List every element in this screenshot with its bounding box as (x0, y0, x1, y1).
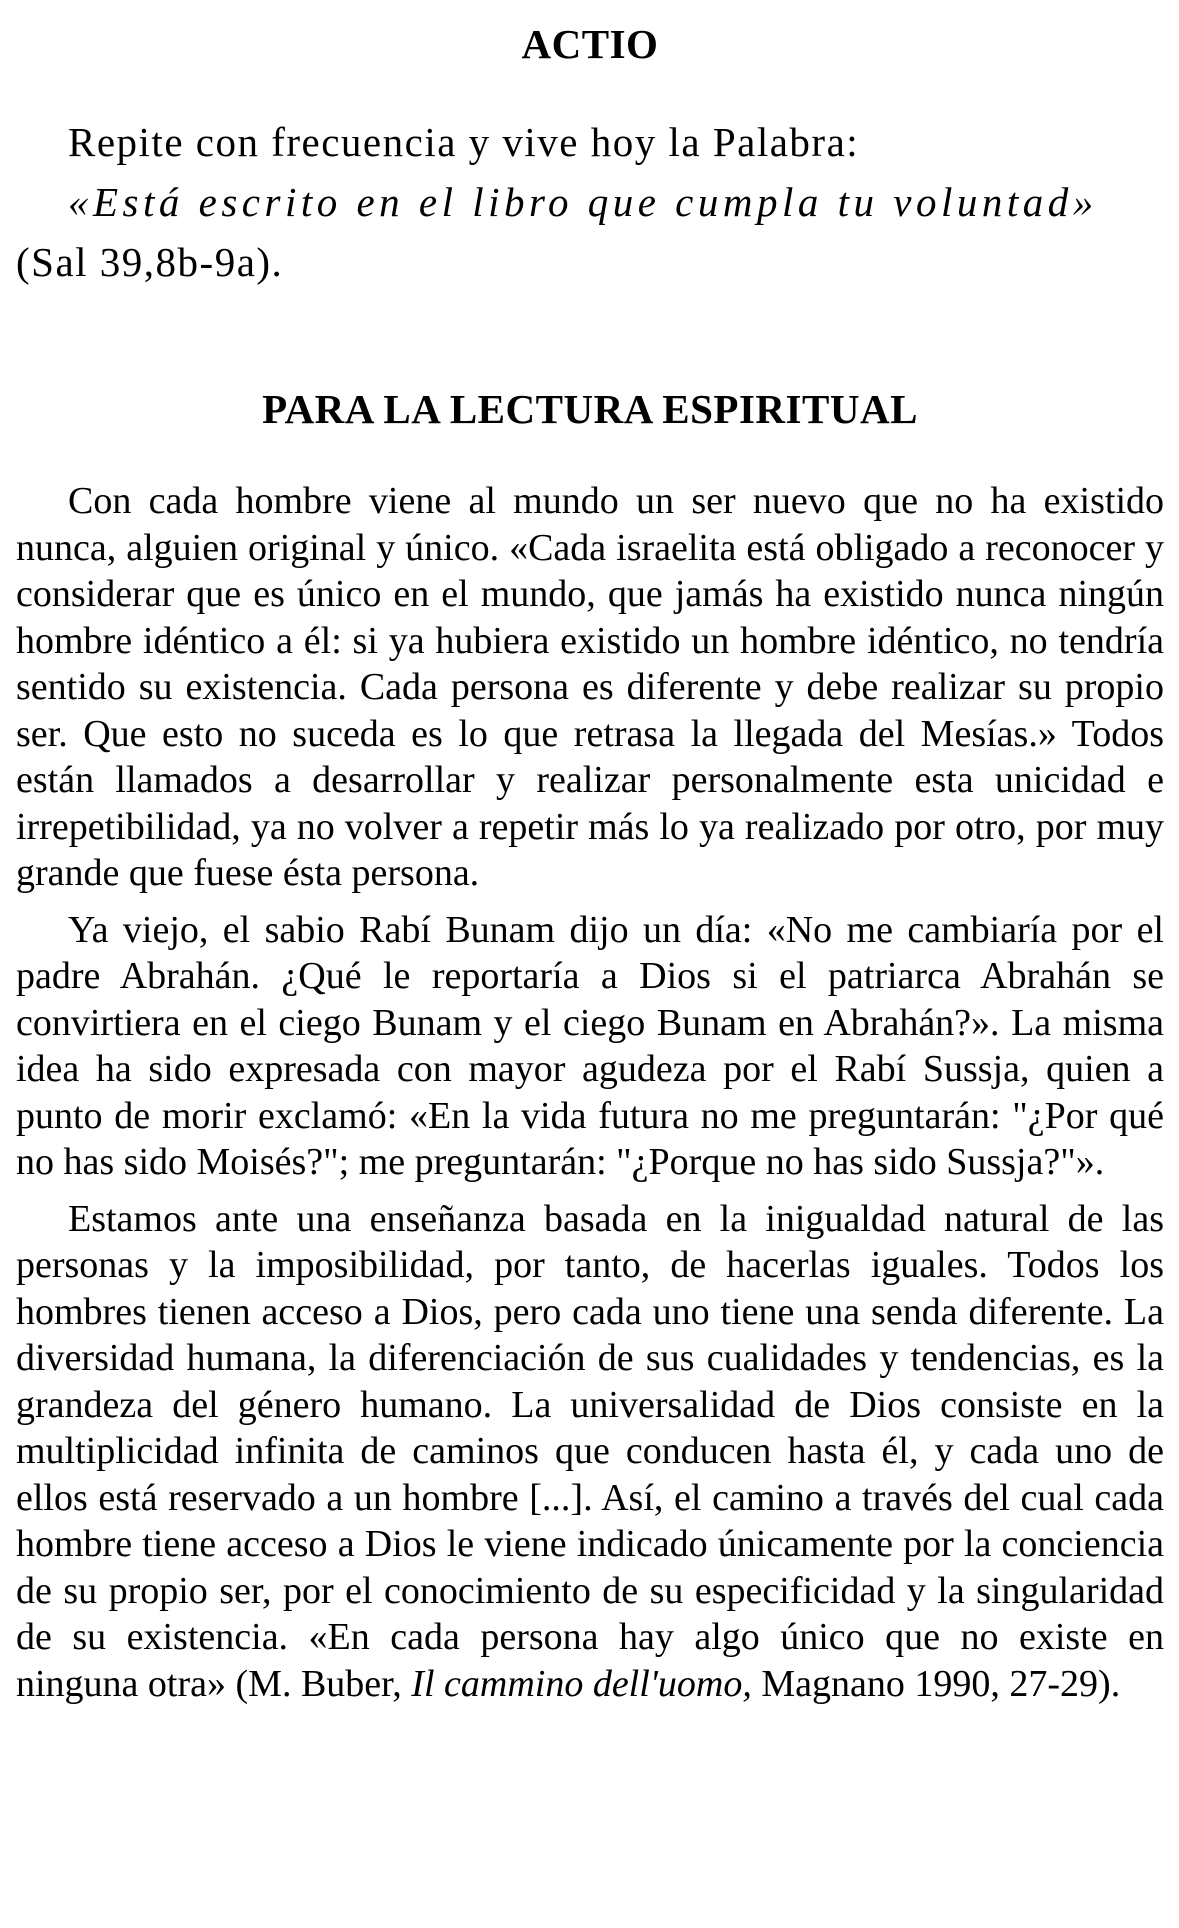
section-title-actio: ACTIO (521, 21, 659, 67)
lectura-body (16, 478, 1164, 1717)
section-title-lectura: PARA LA LECTURA ESPIRITUAL (262, 386, 918, 432)
paragraph-1: Con cada hombre viene al mundo un ser nuevo que no ha existido nunca, alguien original y único. «Cada israelita está obligado a reconocer y considerar que es único en el mundo, que jamás ha existido nunca ningún hombre idéntico a él: si ya hubiera existido un hombre idéntico, no tendría sentido su existencia. Cada persona es diferente y debe realizar su propio ser. Que esto no suceda es lo que retrasa la llegada del Mesías.» Todos están llamados a desarrollar y realizar personalmente esta unicidad e irrepetibilidad, ya no volver a repetir más lo ya realizado por otro, por muy grande que fuese ésta persona. (16, 480, 1164, 894)
paragraph-3 (16, 1196, 1164, 1708)
actio-quote: «Está escrito en el libro que cumpla tu voluntad» (68, 179, 1098, 225)
actio-block (16, 112, 1164, 292)
book-title: Il cammino dell'uomo, (411, 1662, 752, 1705)
paragraph-3-text: Estamos ante una enseñanza basada en la inigualdad natural de las personas y la imposibilidad, por tanto, de hacerlas iguales. Todos los hombres tienen acceso a Dios, pero cada uno tiene una senda diferente. La diversidad humana, la diferenciación de sus cualidades y tendencias, es la grandeza del género humano. La universalidad de Dios consiste en la multiplicidad infinita de caminos que conducen hasta él, y cada uno de ellos está reservado a un hombre [...]. Así, el camino a través del cual cada hombre tiene acceso a Dios le viene indicado únicamente por la conciencia de su propio ser, por el conocimiento de su especificidad y la singularidad de su existencia. «En cada persona hay algo único que no existe en ninguna otra» (M. Buber, (16, 1197, 1164, 1705)
paragraph-3-citation: Magnano 1990, 27-29). (751, 1662, 1121, 1705)
actio-intro: Repite con frecuencia y vive hoy la Palabra: (68, 119, 860, 165)
paragraph-2: Ya viejo, el sabio Rabí Bunam dijo un día: «No me cambiaría por el padre Abrahán. ¿Qué le reportaría a Dios si el patriarca Abrahán se convirtiera en el ciego Bunam y el ciego Bunam en Abrahán?». La misma idea ha sido expresada con mayor agudeza por el Rabí Sussja, quien a punto de morir exclamó: «En la vida futura no me preguntarán: "¿Por qué no has sido Moisés?"; me preguntarán: "¿Porque no has sido Sussja?"». (16, 908, 1164, 1183)
actio-reference: (Sal 39,8b-9a). (16, 239, 284, 285)
